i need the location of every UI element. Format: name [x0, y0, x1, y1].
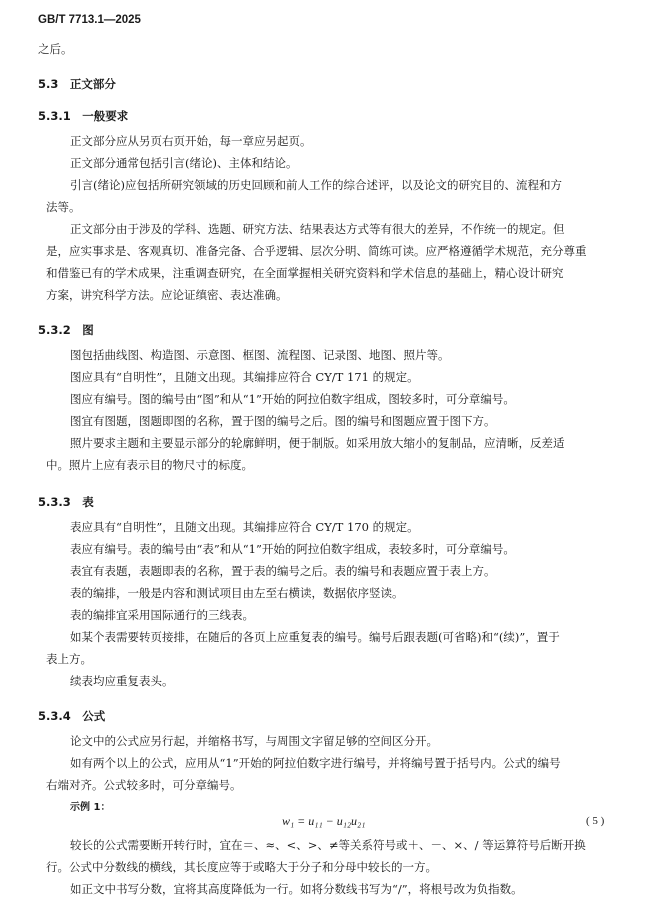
equation-number: ( 5 ) [586, 815, 605, 827]
paragraph-line: 行。公式中分数线的横线，其长度应等于或略大于分子和分母中较长的一方。 [46, 860, 437, 874]
section-heading-5-3-3: 5.3.3 表 [38, 495, 94, 509]
paragraph-line: 正文部分通常包括引言(绪论)、主体和结论。 [70, 156, 298, 170]
section-heading-5-3-2: 5.3.2 图 [38, 323, 94, 337]
paragraph-line: 论文中的公式应另行起，并缩格书写，与周围文字留足够的空间区分开。 [70, 734, 438, 748]
paragraph-line: 是，应实事求是、客观真切、准备完备、合乎逻辑、层次分明、简练可读。应严格遵循学术规范，充分尊重 [46, 244, 587, 258]
paragraph-line: 图包括曲线图、构造图、示意图、框图、流程图、记录图、地图、照片等。 [70, 348, 450, 362]
paragraph-line: 法等。 [46, 200, 81, 214]
paragraph-line: 图应有编号。图的编号由“图”和从“1”开始的阿拉伯数字组成，图较多时，可分章编号。 [70, 392, 515, 406]
paragraph-line: 表宜有表题，表题即表的名称，置于表的编号之后。表的编号和表题应置于表上方。 [70, 564, 496, 578]
paragraph-line: 表上方。 [46, 652, 92, 666]
paragraph-line: 引言(绪论)应包括所研究领域的历史回顾和前人工作的综合述评，以及论文的研究目的、流程和方 [70, 178, 562, 192]
paragraph-line: 表的编排，一般是内容和测试项目由左至右横读，数据依序竖读。 [70, 586, 404, 600]
paragraph-line: 续表均应重复表头。 [70, 674, 174, 688]
section-heading-5-3-4: 5.3.4 公式 [38, 709, 106, 723]
paragraph-line: 较长的公式需要断开转行时，宜在＝、≈、<、>、≠等关系符号或＋、－、×、/ 等运算符号后断开换 [70, 838, 586, 852]
header-standard-id: GB/T 7713.1—2025 [38, 14, 141, 26]
paragraph-line: 右端对齐。公式较多时，可分章编号。 [46, 778, 242, 792]
example-label-1: 示例 1： [70, 802, 111, 813]
section-heading-5-3-1: 5.3.1 一般要求 [38, 109, 129, 123]
section-heading-5-3: 5.3 正文部分 [38, 77, 116, 91]
paragraph-line: 表应具有“自明性”，且随文出现。其编排应符合 CY/T 170 的规定。 [70, 520, 419, 534]
paragraph-line: 图宜有图题，图题即图的名称，置于图的编号之后。图的编号和图题应置于图下方。 [70, 414, 496, 428]
paragraph-line: 和借鉴已有的学术成果，注重调查研究，在全面掌握相关研究资料和学术信息的基础上，精心设计研究 [46, 266, 564, 280]
paragraph-line: 照片要求主题和主要显示部分的轮廓鲜明，便于制版。如采用放大缩小的复制品，应清晰，反差适 [70, 436, 565, 450]
paragraph-line: 表的编排宜采用国际通行的三线表。 [70, 608, 254, 622]
paragraph-line: 正文部分应从另页右页开始，每一章应另起页。 [70, 134, 312, 148]
paragraph-line: 如某个表需要转页接排，在随后的各页上应重复表的编号。编号后跟表题(可省略)和“(续)”，置于 [70, 630, 560, 644]
paragraph-line: 图应具有“自明性”，且随文出现。其编排应符合 CY/T 171 的规定。 [70, 370, 419, 384]
paragraph-line: 中。照片上应有表示目的物尺寸的标度。 [46, 458, 253, 472]
paragraph-line: 表应有编号。表的编号由“表”和从“1”开始的阿拉伯数字组成，表较多时，可分章编号。 [70, 542, 515, 556]
paragraph-line: 之后。 [38, 42, 73, 56]
paragraph-line: 正文部分由于涉及的学科、选题、研究方法、结果表达方式等有很大的差异，不作统一的规定。但 [70, 222, 565, 236]
equation: w₁ = u₁₁ − u₁₂u₂₁ [282, 814, 366, 828]
paragraph-line: 方案，讲究科学方法。应论证缜密、表达准确。 [46, 288, 288, 302]
paragraph-line: 如正文中书写分数，宜将其高度降低为一行。如将分数线书写为“/”，将根号改为负指数。 [70, 882, 523, 896]
paragraph-line: 如有两个以上的公式，应用从“1”开始的阿拉伯数字进行编号，并将编号置于括号内。公式的编号 [70, 756, 561, 770]
